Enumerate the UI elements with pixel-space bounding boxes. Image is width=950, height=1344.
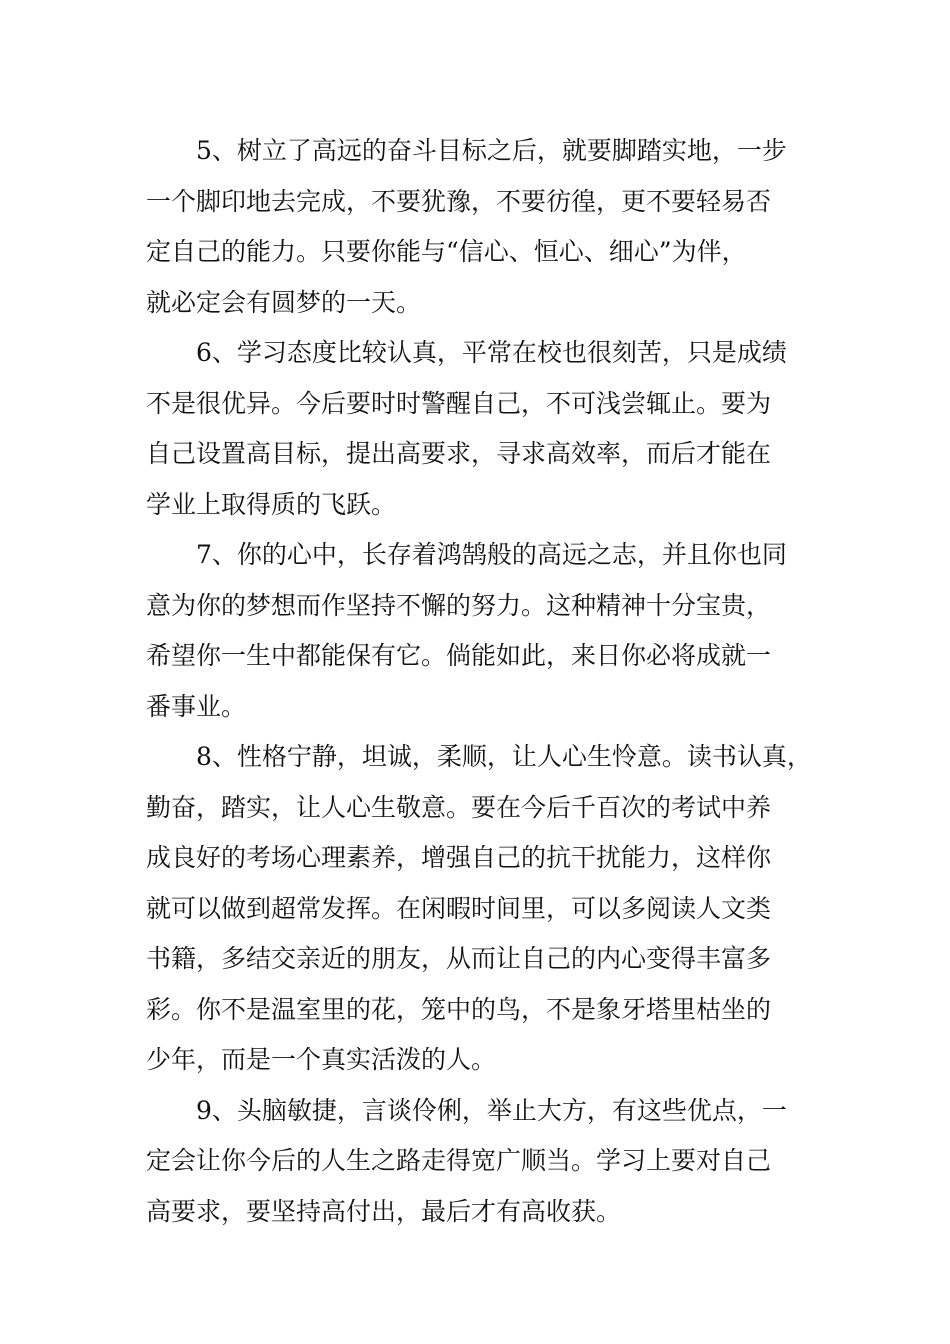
paragraph-line: 5、树立了高远的奋斗目标之后，就要脚踏实地，一步 bbox=[196, 136, 787, 165]
paragraph-line: 就可以做到超常发挥。在闲暇时间里，可以多阅读人文类 bbox=[146, 893, 772, 923]
paragraph-6 bbox=[146, 328, 810, 530]
paragraph-8 bbox=[146, 732, 810, 1086]
paragraph-line: 定自己的能力。只要你能与“信心、恒心、细心”为伴， bbox=[146, 237, 747, 266]
paragraph-line: 书籍，多结交亲近的朋友，从而让自己的内心变得丰富多 bbox=[146, 944, 772, 973]
paragraph-line: 不是很优异。今后要时时警醒自己，不可浅尝辄止。要为 bbox=[146, 388, 772, 418]
paragraph-line: 少年，而是一个真实活泼的人。 bbox=[146, 1045, 497, 1074]
paragraph-line: 番事业。 bbox=[146, 691, 247, 721]
paragraph-9 bbox=[146, 1086, 810, 1238]
paragraph-line: 学业上取得质的飞跃。 bbox=[146, 489, 397, 519]
paragraph-5 bbox=[146, 126, 810, 328]
paragraph-line: 希望你一生中都能保有它。倘能如此，来日你必将成就一 bbox=[146, 641, 772, 670]
paragraph-line: 9、头脑敏捷，言谈伶俐，举止大方，有这些优点，一 bbox=[196, 1095, 787, 1125]
paragraph-line: 7、你的心中，长存着鸿鹄般的高远之志，并且你也同 bbox=[196, 540, 787, 569]
paragraph-line: 成良好的考场心理素养，增强自己的抗干扰能力，这样你 bbox=[146, 843, 772, 872]
paragraph-line: 6、学习态度比较认真，平常在校也很刻苦，只是成绩 bbox=[196, 338, 787, 367]
paragraph-line: 就必定会有圆梦的一天。 bbox=[146, 287, 422, 317]
paragraph-line: 自己设置高目标，提出高要求，寻求高效率，而后才能在 bbox=[146, 439, 772, 468]
paragraph-line: 定会让你今后的人生之路走得宽广顺当。学习上要对自己 bbox=[146, 1146, 772, 1175]
paragraph-line: 勤奋，踏实，让人心生敬意。要在今后千百次的考试中养 bbox=[146, 792, 772, 822]
paragraph-7 bbox=[146, 530, 810, 732]
paragraph-line: 意为你的梦想而作坚持不懈的努力。这种精神十分宝贵， bbox=[146, 590, 772, 620]
document-body bbox=[146, 126, 810, 1237]
paragraph-line: 一个脚印地去完成，不要犹豫，不要彷徨，更不要轻易否 bbox=[146, 186, 772, 216]
paragraph-line: 8、性格宁静，坦诚，柔顺，让人心生怜意。读书认真， bbox=[196, 742, 812, 771]
paragraph-line: 高要求，要坚持高付出，最后才有高收获。 bbox=[146, 1196, 622, 1226]
paragraph-line: 彩。你不是温室里的花，笼中的鸟，不是象牙塔里枯坐的 bbox=[146, 994, 772, 1024]
